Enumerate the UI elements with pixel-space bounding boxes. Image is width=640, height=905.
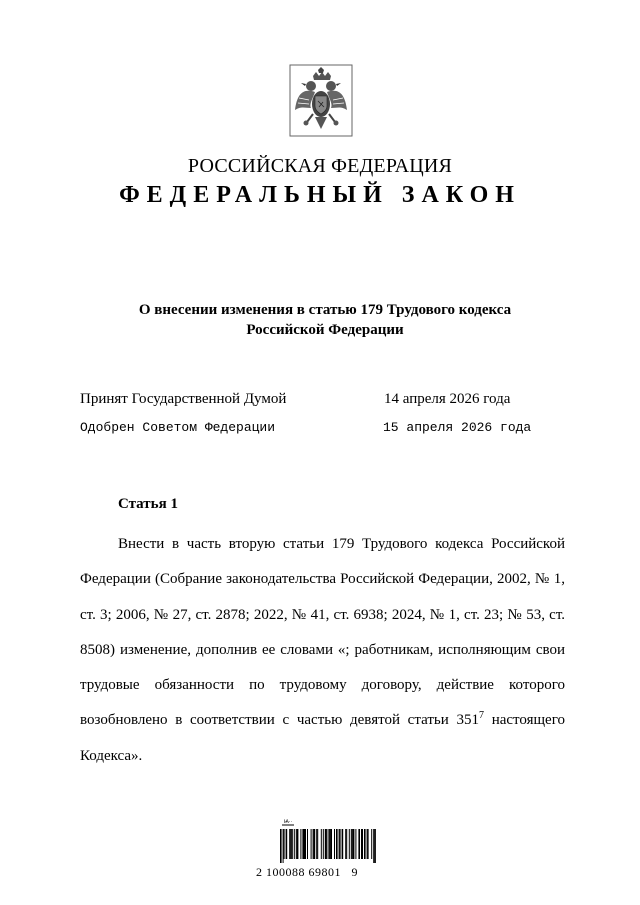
law-title-line-2: Российской Федерации	[246, 322, 404, 338]
duma-adoption-label: Принят Государственной Думой	[80, 391, 287, 407]
council-approval-label: Одобрен Советом Федерации	[80, 420, 276, 435]
duma-adoption-date: 14 апреля 2026 года	[384, 391, 511, 407]
article-paragraph	[80, 527, 565, 774]
country-heading: РОССИЙСКАЯ ФЕДЕРАЦИЯ	[187, 155, 453, 177]
article-body	[80, 527, 565, 774]
coat-of-arms-icon	[289, 64, 353, 137]
article-text-main: Внести в часть вторую статьи 179 Трудового кодекса Российской Федерации (Собрание законодательства Российской Федерации, 2002, № 1, ст. 3; 2006, № 27, ст. 2878; 2022, № 41, ст. 6938; 2024, № 1, ст. 23; № 53, ст. 8508) изменение, дополнив ее словами «; работникам, исполняющим свои трудовые обязанности по трудовому договору, действие которого возобновлено в соответствии с частью девятой статьи 351	[80, 536, 565, 729]
barcode-number: 2 100088 69801 9	[256, 865, 358, 879]
article-text-end: настоящего Кодекса».	[80, 712, 565, 764]
law-title	[100, 300, 550, 340]
document-type-heading: ФЕДЕРАЛЬНЫЙ ЗАКОН	[119, 182, 521, 208]
svg-text:Ꙗ··: Ꙗ··	[284, 819, 293, 825]
law-title-line-1: О внесении изменения в статью 179 Трудового кодекса	[138, 302, 512, 318]
council-approval-date: 15 апреля 2026 года	[383, 420, 532, 435]
article-superscript: 7	[478, 710, 484, 722]
article-heading: Статья 1	[118, 496, 178, 512]
